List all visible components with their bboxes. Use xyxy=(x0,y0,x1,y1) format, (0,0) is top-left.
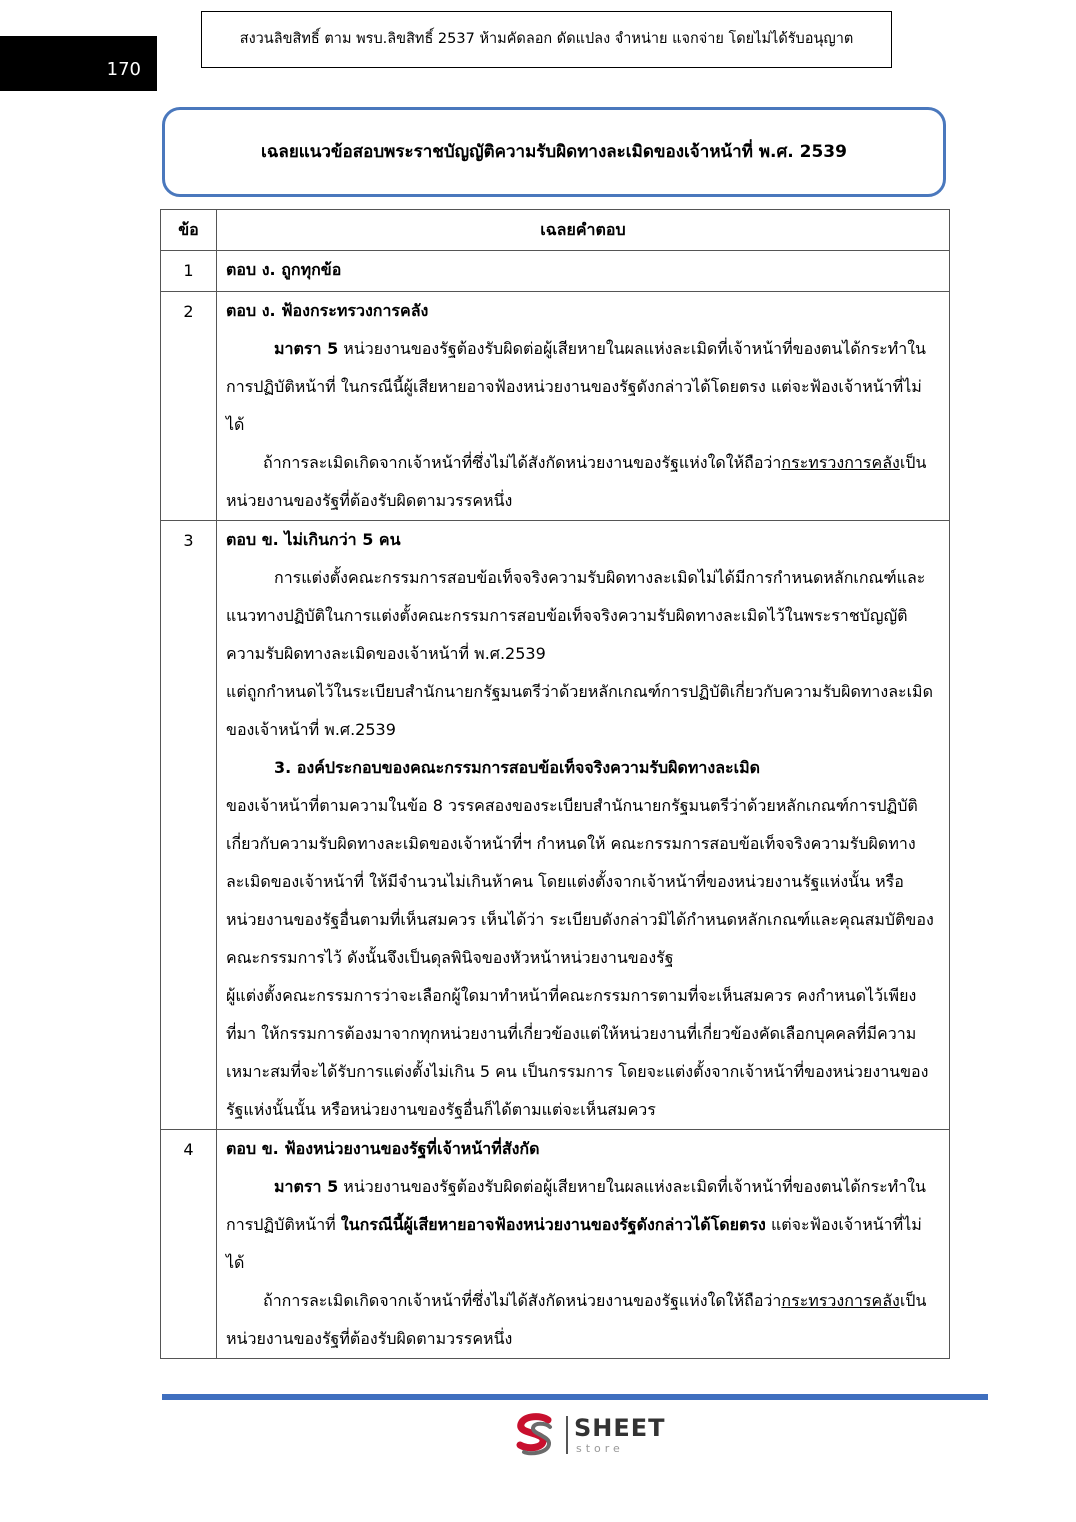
explanation-paragraph xyxy=(226,444,939,520)
explanation-paragraph xyxy=(226,1282,939,1358)
section-label: มาตรา 5 xyxy=(274,339,339,358)
table-row xyxy=(161,292,950,521)
table-row xyxy=(161,521,950,1130)
row-number: 3 xyxy=(161,521,217,1130)
row-number: 2 xyxy=(161,292,217,521)
paragraph-text: หน่วยงานของรัฐต้องรับผิดต่อผู้เสียหายในผลแห่งละเมิดที่เจ้าหน้าที่ของตนได้กระทำในการปฏิบัติหน้าที่ ในกรณีนี้ผู้เสียหายอาจฟ้องหน่วยงานของรัฐดังกล่าวได้โดยตรง แต่จะฟ้องเจ้าหน้าที่ไม่ได้ xyxy=(226,339,926,434)
section-label: มาตรา 5 xyxy=(274,1177,339,1196)
page-title: เฉลยแนวข้อสอบพระราชบัญญัติความรับผิดทางละเมิดของเจ้าหน้าที่ พ.ศ. 2539 xyxy=(162,107,946,197)
underlined-term: กระทรวงการคลัง xyxy=(781,453,900,472)
logo-name: SHEET xyxy=(574,1414,666,1442)
explanation-paragraph: ผู้แต่งตั้งคณะกรรมการว่าจะเลือกผู้ใดมาทำหน้าที่คณะกรรมการตามที่จะเห็นสมควร คงกำหนดไว้เพียงที่มา ให้กรรมการต้องมาจากทุกหน่วยงานที่เกี่ยวข้องแต่ให้หน่วยงานที่เกี่ยวข้องคัดเลือกบุคคลที่มีความเหมาะสมที่จะได้รับการแต่งตั้งไม่เกิน 5 คน เป็นกรรมการ โดยจะแต่งตั้งจากเจ้าหน้าที่ของหน่วยงานของรัฐแห่งนั้นนั้น หรือหน่วยงานของรัฐอื่นก็ได้ตามแต่จะเห็นสมควร xyxy=(226,986,929,1119)
sheet-store-logo xyxy=(512,1412,666,1460)
answer-table xyxy=(160,209,950,1359)
answer-line: ตอบ ข. ไม่เกินกว่า 5 คน xyxy=(226,530,401,549)
table-row xyxy=(161,251,950,292)
row-number: 1 xyxy=(161,251,217,292)
answer-cell xyxy=(217,1130,950,1359)
sheet-store-logo-icon xyxy=(512,1412,558,1458)
row-number: 4 xyxy=(161,1130,217,1359)
paragraph-tail: แต่จะฟ้องเจ้าหน้าที่ไม่ได้ xyxy=(226,1215,922,1272)
header-no: ข้อ xyxy=(161,210,217,251)
explanation-paragraph: การแต่งตั้งคณะกรรมการสอบข้อเท็จจริงความรับผิดทางละเมิดไม่ได้มีการกำหนดหลักเกณฑ์และแนวทางปฏิบัติในการแต่งตั้งคณะกรรมการสอบข้อเท็จจริงความรับผิดทางละเมิดไว้ในพระราชบัญญัติความรับผิดทางละเมิดของเจ้าหน้าที่ พ.ศ.2539 xyxy=(226,568,926,663)
emphasis-text: ในกรณีนี้ผู้เสียหายอาจฟ้องหน่วยงานของรัฐดังกล่าวได้โดยตรง xyxy=(340,1215,766,1234)
page-number: 170 xyxy=(0,36,157,91)
answer-cell xyxy=(217,251,950,292)
explanation-paragraph xyxy=(226,1168,939,1282)
paragraph-tail: เป็นหน่วยงานของรัฐที่ต้องรับผิดตามวรรคหนึ่ง xyxy=(226,453,927,510)
paragraph-text: ถ้าการละเมิดเกิดจากเจ้าหน้าที่ซึ่งไม่ได้สังกัดหน่วยงานของรัฐแห่งใดให้ถือว่า xyxy=(263,1291,782,1310)
logo-sub: store xyxy=(576,1442,624,1455)
paragraph-text: หน่วยงานของรัฐต้องรับผิดต่อผู้เสียหายในผลแห่งละเมิดที่เจ้าหน้าที่ของตนได้กระทำในการปฏิบัติหน้าที่ xyxy=(226,1177,926,1234)
paragraph-tail: เป็นหน่วยงานของรัฐที่ต้องรับผิดตามวรรคหนึ่ง xyxy=(226,1291,927,1348)
underlined-term: กระทรวงการคลัง xyxy=(781,1291,900,1310)
explanation-paragraph xyxy=(226,330,939,444)
logo-separator xyxy=(566,1416,568,1454)
table-header-row xyxy=(161,210,950,251)
table-row xyxy=(161,1130,950,1359)
subheading: 3. องค์ประกอบของคณะกรรมการสอบข้อเท็จจริงความรับผิดทางละเมิด xyxy=(274,758,761,777)
explanation-paragraph: แต่ถูกกำหนดไว้ในระเบียบสำนักนายกรัฐมนตรีว่าด้วยหลักเกณฑ์การปฏิบัติเกี่ยวกับความรับผิดทางละเมิดของเจ้าหน้าที่ พ.ศ.2539 xyxy=(226,682,933,739)
footer-bar xyxy=(162,1394,988,1400)
explanation-paragraph: ของเจ้าหน้าที่ตามความในข้อ 8 วรรคสองของระเบียบสำนักนายกรัฐมนตรีว่าด้วยหลักเกณฑ์การปฏิบัติเกี่ยวกับความรับผิดทางละเมิดของเจ้าหน้าที่ฯ กำหนดให้ คณะกรรมการสอบข้อเท็จจริงความรับผิดทางละเมิดของเจ้าหน้าที่ ให้มีจำนวนไม่เกินห้าคน โดยแต่งตั้งจากเจ้าหน้าที่ของหน่วยงานรัฐแห่งนั้น หรือหน่วยงานของรัฐอื่นตามที่เห็นสมควร เห็นได้ว่า ระเบียบดังกล่าวมิได้กำหนดหลักเกณฑ์และคุณสมบัติของคณะกรรมการไว้ ดังนั้นจึงเป็นดุลพินิจของหัวหน้าหน่วยงานของรัฐ xyxy=(226,796,934,967)
header-answer: เฉลยคำตอบ xyxy=(217,210,950,251)
answer-line: ตอบ ข. ฟ้องหน่วยงานของรัฐที่เจ้าหน้าที่สังกัด xyxy=(226,1139,540,1158)
answer-cell xyxy=(217,521,950,1130)
copyright-notice: สงวนลิขสิทธิ์ ตาม พรบ.ลิขสิทธิ์ 2537 ห้ามคัดลอก ดัดแปลง จำหน่าย แจกจ่าย โดยไม่ได้รับอนุญาต xyxy=(201,11,892,68)
answer-cell xyxy=(217,292,950,521)
paragraph-text: ถ้าการละเมิดเกิดจากเจ้าหน้าที่ซึ่งไม่ได้สังกัดหน่วยงานของรัฐแห่งใดให้ถือว่า xyxy=(263,453,782,472)
answer-line: ตอบ ง. ถูกทุกข้อ xyxy=(226,260,342,279)
answer-line: ตอบ ง. ฟ้องกระทรวงการคลัง xyxy=(226,301,429,320)
